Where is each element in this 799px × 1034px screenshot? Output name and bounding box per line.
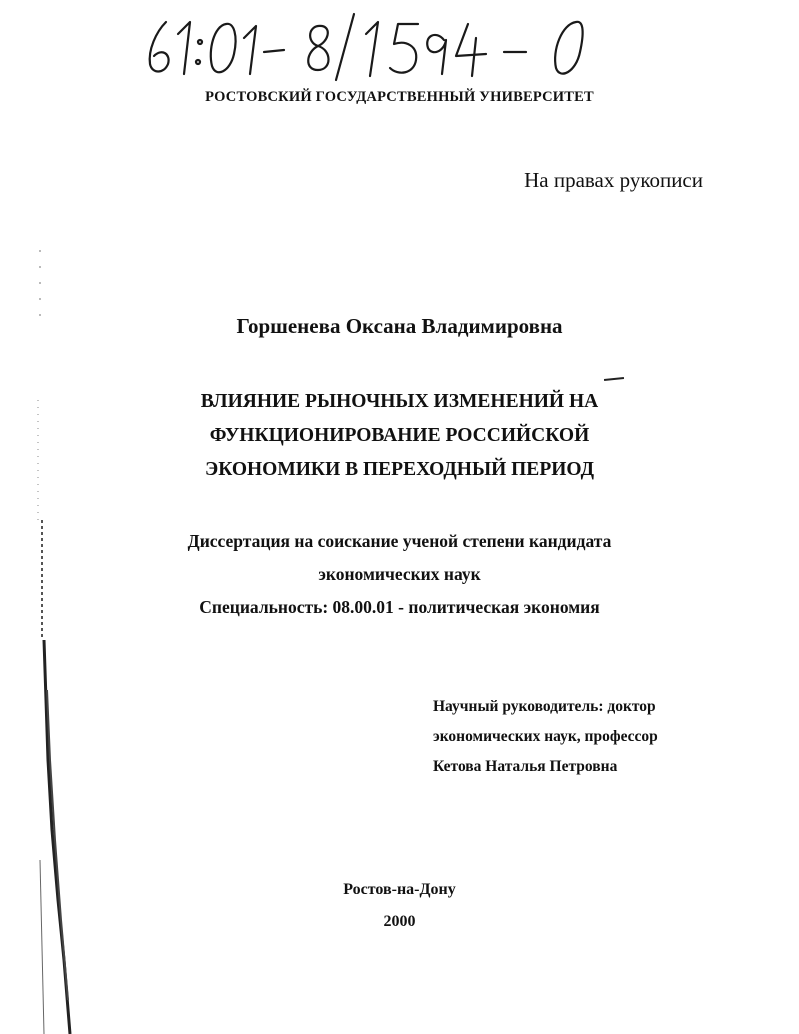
supervisor-block xyxy=(433,692,658,782)
degree-line: Диссертация на соискание ученой степени кандидата xyxy=(187,531,612,551)
degree-line: экономических наук xyxy=(318,564,481,584)
handwritten-catalogue-number xyxy=(138,10,608,82)
author-name: Горшенева Оксана Владимировна xyxy=(236,314,563,338)
manuscript-rights-note: На правах рукописи xyxy=(524,168,703,192)
title-line: ВЛИЯНИЕ РЫНОЧНЫХ ИЗМЕНЕНИЙ НА xyxy=(200,391,599,412)
supervisor-line: экономических наук, профессор xyxy=(433,728,658,745)
university-name: РОСТОВСКИЙ ГОСУДАРСТВЕННЫЙ УНИВЕРСИТЕТ xyxy=(205,89,594,105)
supervisor-line: Научный руководитель: доктор xyxy=(433,698,656,715)
dissertation-title xyxy=(0,385,799,487)
pen-mark xyxy=(604,377,624,381)
year: 2000 xyxy=(383,913,416,930)
title-line: ФУНКЦИОНИРОВАНИЕ РОССИЙСКОЙ xyxy=(209,425,590,446)
city: Ростов-на-Дону xyxy=(343,881,456,898)
speciality-line: Специальность: 08.00.01 - политическая экономия xyxy=(199,597,600,617)
place-and-year xyxy=(0,874,799,938)
degree-info xyxy=(0,525,799,624)
supervisor-name: Кетова Наталья Петровна xyxy=(433,758,618,775)
title-line: ЭКОНОМИКИ В ПЕРЕХОДНЫЙ ПЕРИОД xyxy=(204,459,595,480)
